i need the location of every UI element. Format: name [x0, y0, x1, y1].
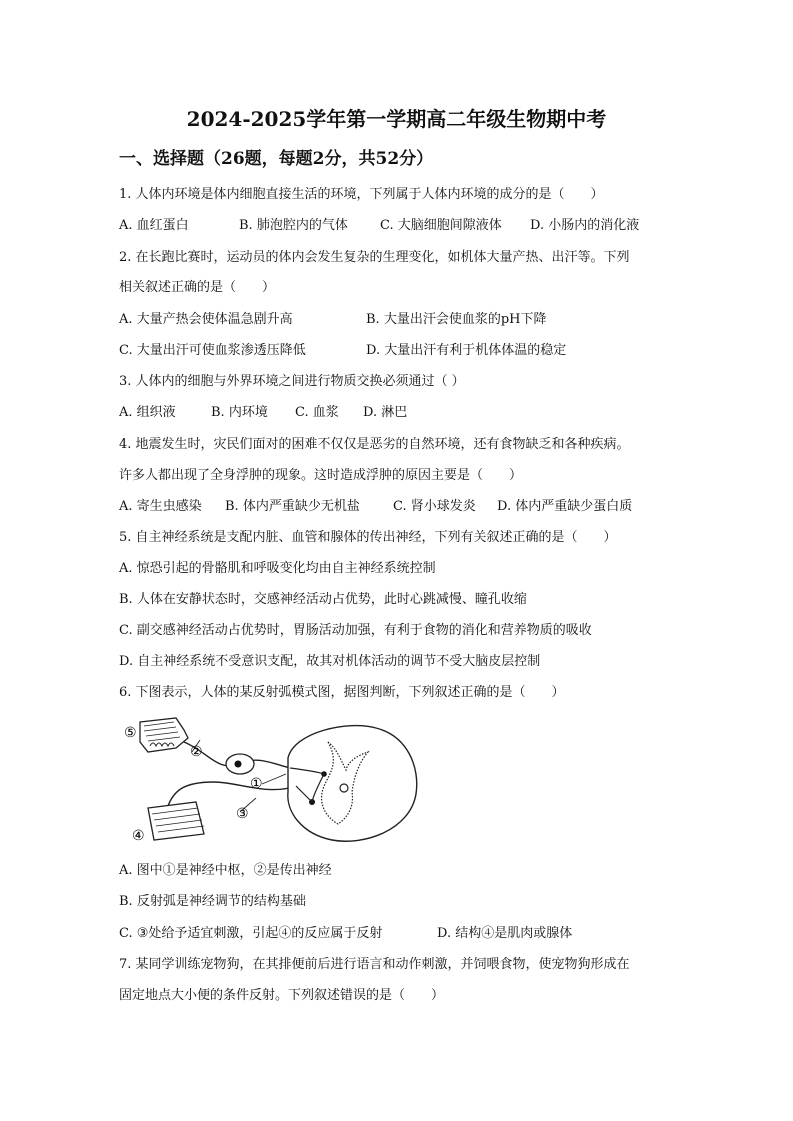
- question-5-option-d: D. 自主神经系统不受意识支配，故其对机体活动的调节不受大脑皮层控制: [119, 654, 541, 669]
- spinal-cord: [288, 726, 417, 842]
- label-5: ⑤: [124, 725, 137, 741]
- receptor-structure: [140, 718, 188, 752]
- question-1-option-a: A. 血红蛋白: [119, 218, 189, 233]
- question-6-option-b: B. 反射弧是神经调节的结构基础: [119, 894, 306, 909]
- ganglion: [226, 754, 254, 774]
- question-5-option-c: C. 副交感神经活动占优势时，胃肠活动加强，有利于食物的消化和营养物质的吸收: [119, 623, 592, 638]
- question-3-stem: 3. 人体内的细胞与外界环境之间进行物质交换必须通过（ ）: [119, 374, 465, 389]
- label-1: ①: [250, 776, 263, 792]
- question-3-option-d: D. 淋巴: [363, 405, 408, 420]
- page-title: 2024-2025学年第一学期高二年级生物期中考: [186, 107, 607, 131]
- question-6-option-d: D. 结构④是肌肉或腺体: [437, 926, 573, 941]
- question-5-stem: 5. 自主神经系统是支配内脏、血管和腺体的传出神经，下列有关叙述正确的是（ ）: [119, 530, 617, 545]
- reflex-arc-diagram: [118, 712, 438, 854]
- question-1-option-b: B. 肺泡腔内的气体: [239, 218, 348, 233]
- label-4: ④: [132, 828, 145, 844]
- question-2-option-c: C. 大量出汗可使血浆渗透压降低: [119, 343, 306, 358]
- question-2-option-a: A. 大量产热会使体温急剧升高: [119, 312, 293, 327]
- label-3: ③: [236, 806, 249, 822]
- question-4-option-b: B. 体内严重缺少无机盐: [225, 499, 360, 514]
- question-4-option-c: C. 肾小球发炎: [393, 499, 476, 514]
- question-1-option-c: C. 大脑细胞间隙液体: [380, 218, 502, 233]
- question-6-stem: 6. 下图表示，人体的某反射弧模式图，据图判断，下列叙述正确的是（ ）: [119, 685, 565, 700]
- effector-muscle: [148, 802, 204, 840]
- question-2-stem-line1: 2. 在长跑比赛时，运动员的体内会发生复杂的生理变化，如机体大量产热、出汗等。下列: [119, 250, 630, 265]
- question-7-stem-line1: 7. 某同学训练宠物狗，在其排便前后进行语言和动作刺激，并饲喂食物，使宠物狗形成在: [119, 957, 630, 972]
- question-1-stem: 1. 人体内环境是体内细胞直接生活的环境，下列属于人体内环境的成分的是（ ）: [119, 187, 604, 202]
- question-5-option-b: B. 人体在安静状态时，交感神经活动占优势，此时心跳减慢、瞳孔收缩: [119, 592, 527, 607]
- section-heading: 一、选择题（26题，每题2分，共52分）: [119, 149, 434, 169]
- question-2-option-b: B. 大量出汗会使血浆的pH下降: [366, 312, 547, 327]
- question-1-option-d: D. 小肠内的消化液: [530, 218, 640, 233]
- question-4-option-a: A. 寄生虫感染: [119, 499, 202, 514]
- question-3-option-b: B. 内环境: [211, 405, 268, 420]
- question-2-option-d: D. 大量出汗有利于机体体温的稳定: [366, 343, 567, 358]
- question-5-option-a: A. 惊恐引起的骨骼肌和呼吸变化均由自主神经系统控制: [119, 561, 436, 576]
- question-4-stem-line1: 4. 地震发生时，灾民们面对的困难不仅仅是恶劣的自然环境，还有食物缺乏和各种疾病。: [119, 437, 630, 452]
- question-3-option-c: C. 血浆: [295, 405, 339, 420]
- label-2: ②: [190, 744, 203, 760]
- question-4-stem-line2: 许多人都出现了全身浮肿的现象。这时造成浮肿的原因主要是（ ）: [119, 468, 523, 483]
- question-3-option-a: A. 组织液: [119, 405, 176, 420]
- question-7-stem-line2: 固定地点大小便的条件反射。下列叙述错误的是（ ）: [119, 988, 445, 1003]
- question-2-stem-line2: 相关叙述正确的是（ ）: [119, 280, 276, 295]
- question-6-option-c: C. ③处给予适宜刺激，引起④的反应属于反射: [119, 926, 383, 941]
- question-6-option-a: A. 图中①是神经中枢，②是传出神经: [119, 863, 332, 878]
- question-4-option-d: D. 体内严重缺少蛋白质: [497, 499, 633, 514]
